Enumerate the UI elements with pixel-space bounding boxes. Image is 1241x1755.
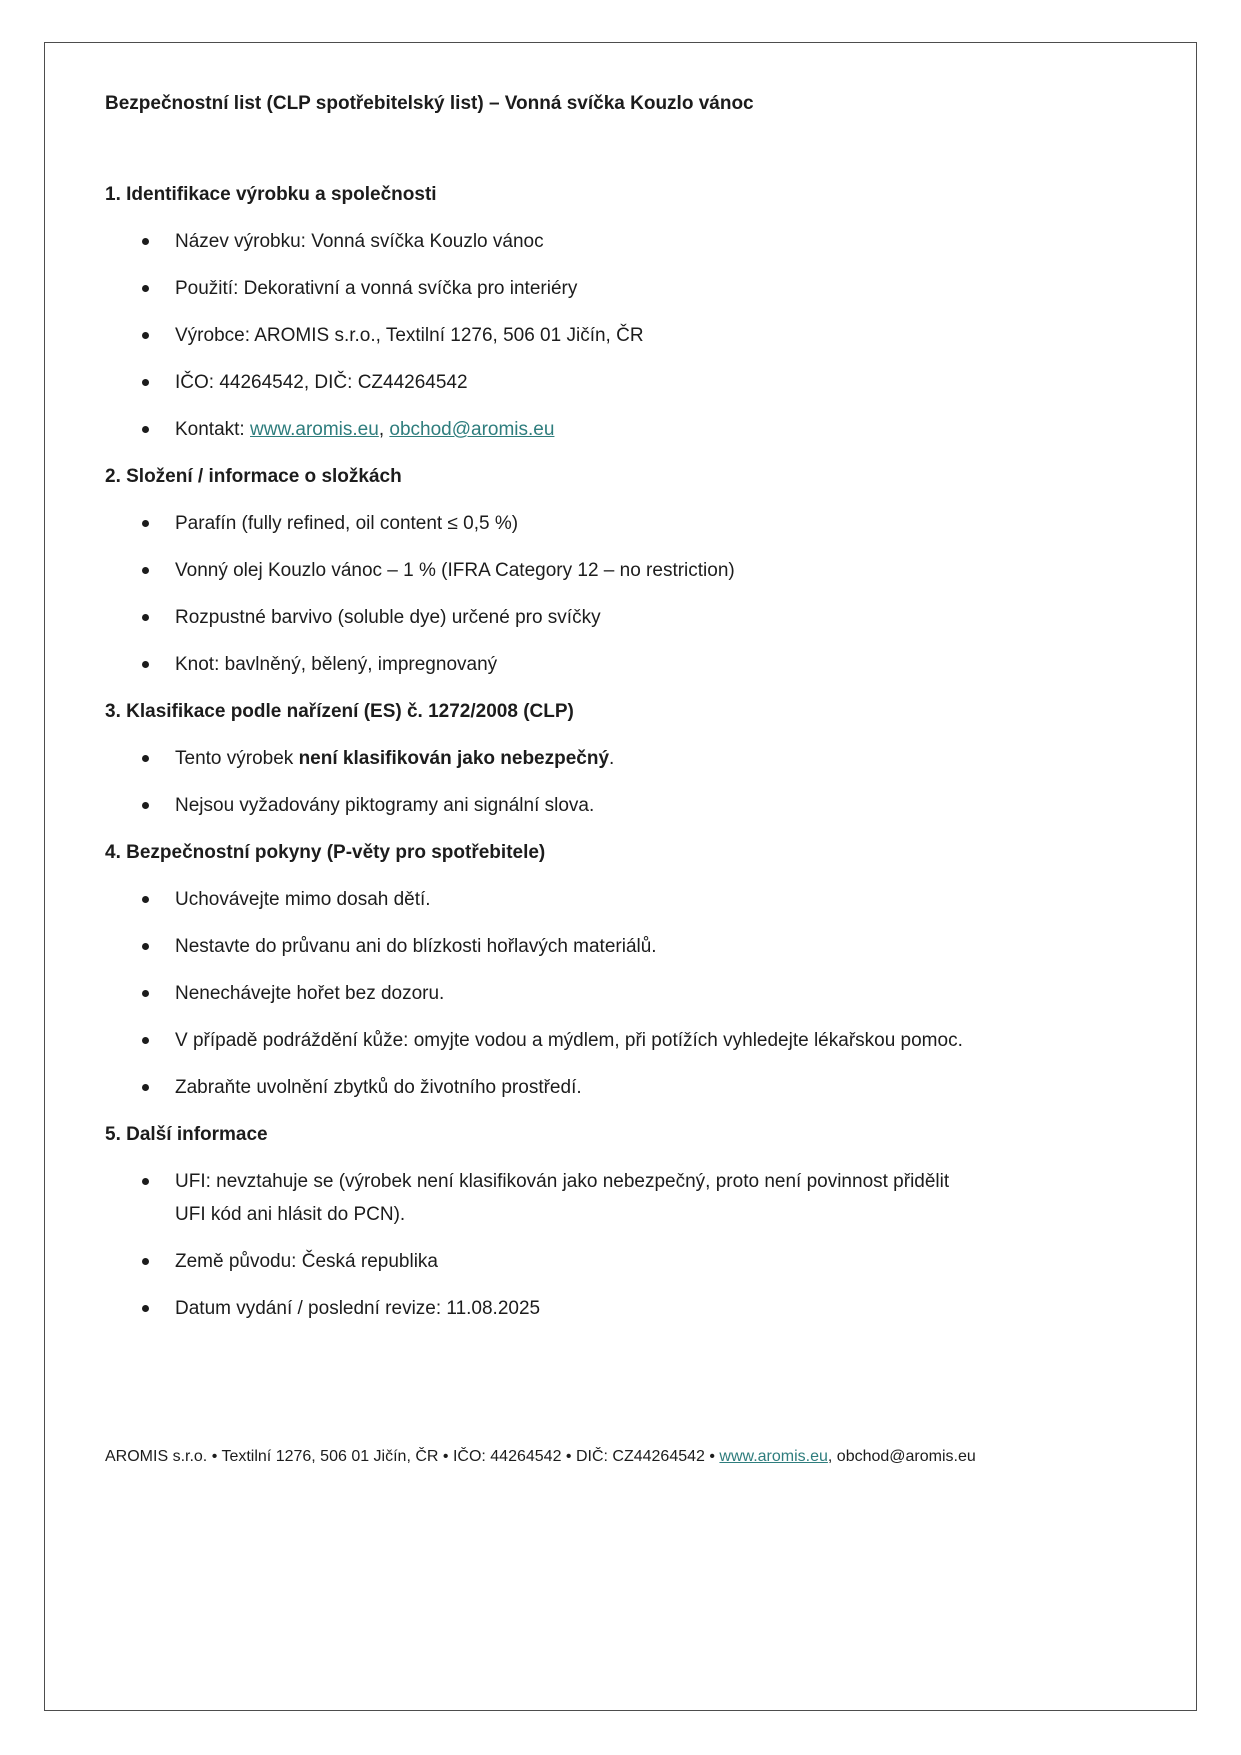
section-heading: 4. Bezpečnostní pokyny (P-věty pro spotřebitele) xyxy=(105,842,546,863)
section-heading: 1. Identifikace výrobku a společnosti xyxy=(105,184,437,205)
section-heading: 5. Další informace xyxy=(105,1124,268,1145)
document-title: Bezpečnostní list (CLP spotřebitelský list) – Vonná svíčka Kouzlo vánoc xyxy=(105,93,754,114)
footer-link-aromis-website[interactable]: www.aromis.eu xyxy=(719,1448,828,1465)
footer-email: , obchod@aromis.eu xyxy=(827,1448,976,1465)
contact-label: Kontakt: xyxy=(175,419,250,440)
link-aromis-website[interactable]: www.aromis.eu xyxy=(250,419,379,440)
section-heading: 2. Složení / informace o složkách xyxy=(105,466,402,487)
list-item: Knot: bavlněný, bělený, impregnovaný xyxy=(105,648,975,681)
list-item: Nejsou vyžadovány piktogramy ani signální slova. xyxy=(105,789,975,822)
list-item xyxy=(105,413,975,446)
list-item xyxy=(105,742,975,775)
list-item: Nestavte do průvanu ani do blízkosti hořlavých materiálů. xyxy=(105,930,975,963)
page-footer xyxy=(105,1445,1136,1469)
list-item: Parafín (fully refined, oil content ≤ 0,5 %) xyxy=(105,507,975,540)
section-safety-instructions xyxy=(105,836,1136,1104)
classification-prefix: Tento výrobek xyxy=(175,748,299,769)
contact-separator: , xyxy=(378,419,390,440)
list-item: Datum vydání / poslední revize: 11.08.2025 xyxy=(105,1292,975,1325)
list-item: Zabraňte uvolnění zbytků do životního prostředí. xyxy=(105,1071,975,1104)
list-item: Výrobce: AROMIS s.r.o., Textilní 1276, 506 01 Jičín, ČR xyxy=(105,319,975,352)
list-item: Nenechávejte hořet bez dozoru. xyxy=(105,977,975,1010)
section-additional-info xyxy=(105,1118,1136,1325)
link-aromis-email[interactable]: obchod@aromis.eu xyxy=(389,419,555,440)
list-item: UFI: nevztahuje se (výrobek není klasifikován jako nebezpečný, proto není povinnost přidělit UFI kód ani hlásit do PCN). xyxy=(105,1165,975,1231)
footer-company-info: AROMIS s.r.o. • Textilní 1276, 506 01 Jičín, ČR • IČO: 44264542 • DIČ: CZ44264542 • xyxy=(105,1448,720,1465)
section-composition xyxy=(105,460,1136,681)
bullet-list xyxy=(105,1165,1136,1325)
bullet-list xyxy=(105,883,1136,1104)
list-item: Uchovávejte mimo dosah dětí. xyxy=(105,883,975,916)
bullet-list xyxy=(105,225,1136,446)
list-item: Název výrobku: Vonná svíčka Kouzlo vánoc xyxy=(105,225,975,258)
page xyxy=(44,42,1197,1711)
classification-emphasis: není klasifikován jako nebezpečný xyxy=(298,748,610,769)
classification-suffix: . xyxy=(609,748,615,769)
section-heading: 3. Klasifikace podle nařízení (ES) č. 1272/2008 (CLP) xyxy=(105,701,574,722)
section-identification xyxy=(105,178,1136,446)
list-item: IČO: 44264542, DIČ: CZ44264542 xyxy=(105,366,975,399)
bullet-list xyxy=(105,507,1136,681)
list-item: Použití: Dekorativní a vonná svíčka pro interiéry xyxy=(105,272,975,305)
list-item: Rozpustné barvivo (soluble dye) určené pro svíčky xyxy=(105,601,975,634)
bullet-list xyxy=(105,742,1136,822)
list-item: Země původu: Česká republika xyxy=(105,1245,975,1278)
list-item: V případě podráždění kůže: omyjte vodou a mýdlem, při potížích vyhledejte lékařskou pomoc. xyxy=(105,1024,975,1057)
list-item: Vonný olej Kouzlo vánoc – 1 % (IFRA Category 12 – no restriction) xyxy=(105,554,975,587)
section-classification xyxy=(105,695,1136,822)
